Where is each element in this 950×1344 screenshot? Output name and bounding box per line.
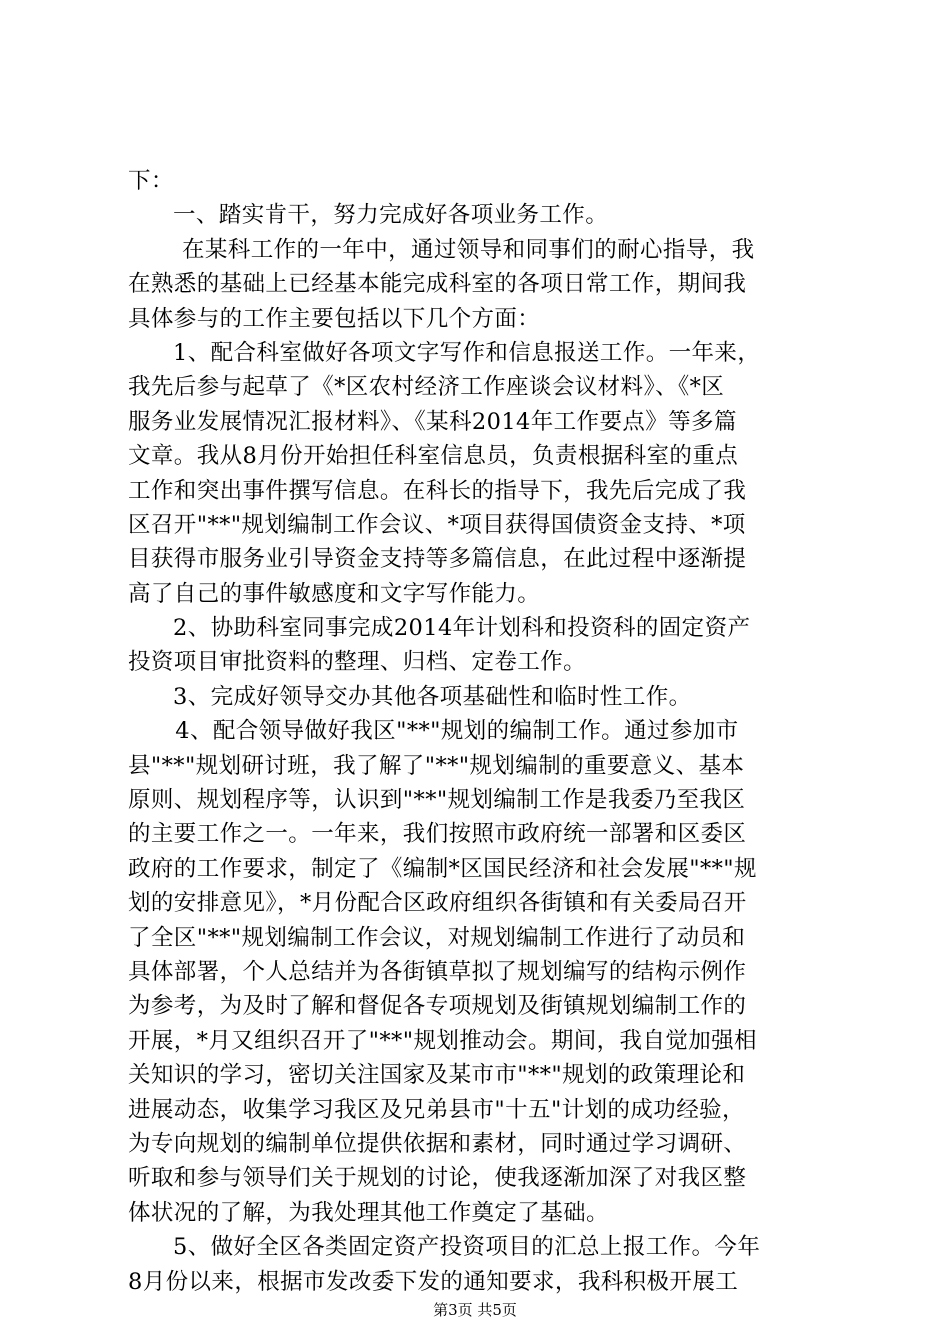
text-line: 原则、规划程序等，认识到"**"规划编制工作是我委乃至我区 bbox=[128, 787, 746, 814]
text-line: 服务业发展情况汇报材料》、《某科2014年工作要点》等多篇 bbox=[128, 408, 737, 435]
text-line: 区召开"**"规划编制工作会议、*项目获得国债资金支持、*项 bbox=[128, 511, 746, 538]
text-line: 下： bbox=[128, 168, 174, 194]
text-line: 3、完成好领导交办其他各项基础性和临时性工作。 bbox=[173, 683, 692, 710]
text-line: 在熟悉的基础上已经基本能完成科室的各项日常工作，期间我 bbox=[128, 271, 747, 298]
text-line: 的主要工作之一。一年来，我们按照市政府统一部署和区委区 bbox=[128, 821, 747, 848]
text-line: 体状况的了解，为我处理其他工作奠定了基础。 bbox=[128, 1199, 609, 1226]
text-line: 5、做好全区各类固定资产投资项目的汇总上报工作。今年 bbox=[173, 1234, 761, 1261]
text-line: 4、配合领导做好我区"**"规划的编制工作。通过参加市 bbox=[175, 718, 739, 745]
text-line: 投资项目审批资料的整理、归档、定卷工作。 bbox=[128, 649, 587, 676]
text-line: 在某科工作的一年中，通过领导和同事们的耐心指导，我 bbox=[182, 236, 755, 263]
text-line: 工作和突出事件撰写信息。在科长的指导下，我先后完成了我 bbox=[128, 477, 747, 504]
page-footer: 第3页 共5页 bbox=[433, 1301, 517, 1319]
text-line: 具体部署，个人总结并为各街镇草拟了规划编写的结构示例作 bbox=[128, 958, 747, 985]
text-line: 听取和参与领导们关于规划的讨论，使我逐渐加深了对我区整 bbox=[128, 1165, 747, 1192]
text-line: 一、踏实肯干，努力完成好各项业务工作。 bbox=[173, 202, 609, 229]
text-line: 关知识的学习，密切关注国家及某市市"**"规划的政策理论和 bbox=[128, 1062, 746, 1089]
text-line: 划的安排意见》，*月份配合区政府组织各街镇和有关委局召开 bbox=[128, 890, 747, 917]
text-line: 目获得市服务业引导资金支持等多篇信息，在此过程中逐渐提 bbox=[128, 546, 747, 573]
text-line: 县"**"规划研讨班，我了解了"**"规划编制的重要意义、基本 bbox=[128, 752, 745, 779]
body-text bbox=[128, 164, 826, 1299]
text-line: 开展，*月又组织召开了"**"规划推动会。期间，我自觉加强相 bbox=[128, 1027, 757, 1054]
text-line: 我先后参与起草了《*区农村经济工作座谈会议材料》、《*区 bbox=[128, 374, 725, 401]
text-line: 了全区"**"规划编制工作会议，对规划编制工作进行了动员和 bbox=[128, 924, 746, 951]
text-line: 具体参与的工作主要包括以下几个方面： bbox=[128, 305, 541, 332]
text-line: 政府的工作要求，制定了《编制*区国民经济和社会发展"**"规 bbox=[128, 855, 757, 882]
text-line: 进展动态，收集学习我区及兄弟县市"十五"计划的成功经验， bbox=[128, 1096, 745, 1123]
text-line: 高了自己的事件敏感度和文字写作能力。 bbox=[128, 580, 541, 607]
text-line: 2、协助科室同事完成2014年计划科和投资科的固定资产 bbox=[173, 615, 751, 642]
text-line: 1、配合科室做好各项文字写作和信息报送工作。一年来， bbox=[173, 339, 761, 366]
text-line: 文章。我从8月份开始担任科室信息员，负责根据科室的重点 bbox=[128, 443, 739, 470]
text-line: 为专向规划的编制单位提供依据和素材，同时通过学习调研、 bbox=[128, 1130, 747, 1157]
text-line: 为参考，为及时了解和督促各专项规划及街镇规划编制工作的 bbox=[128, 993, 747, 1020]
text-line: 8月份以来，根据市发改委下发的通知要求，我科积极开展工 bbox=[128, 1268, 739, 1295]
